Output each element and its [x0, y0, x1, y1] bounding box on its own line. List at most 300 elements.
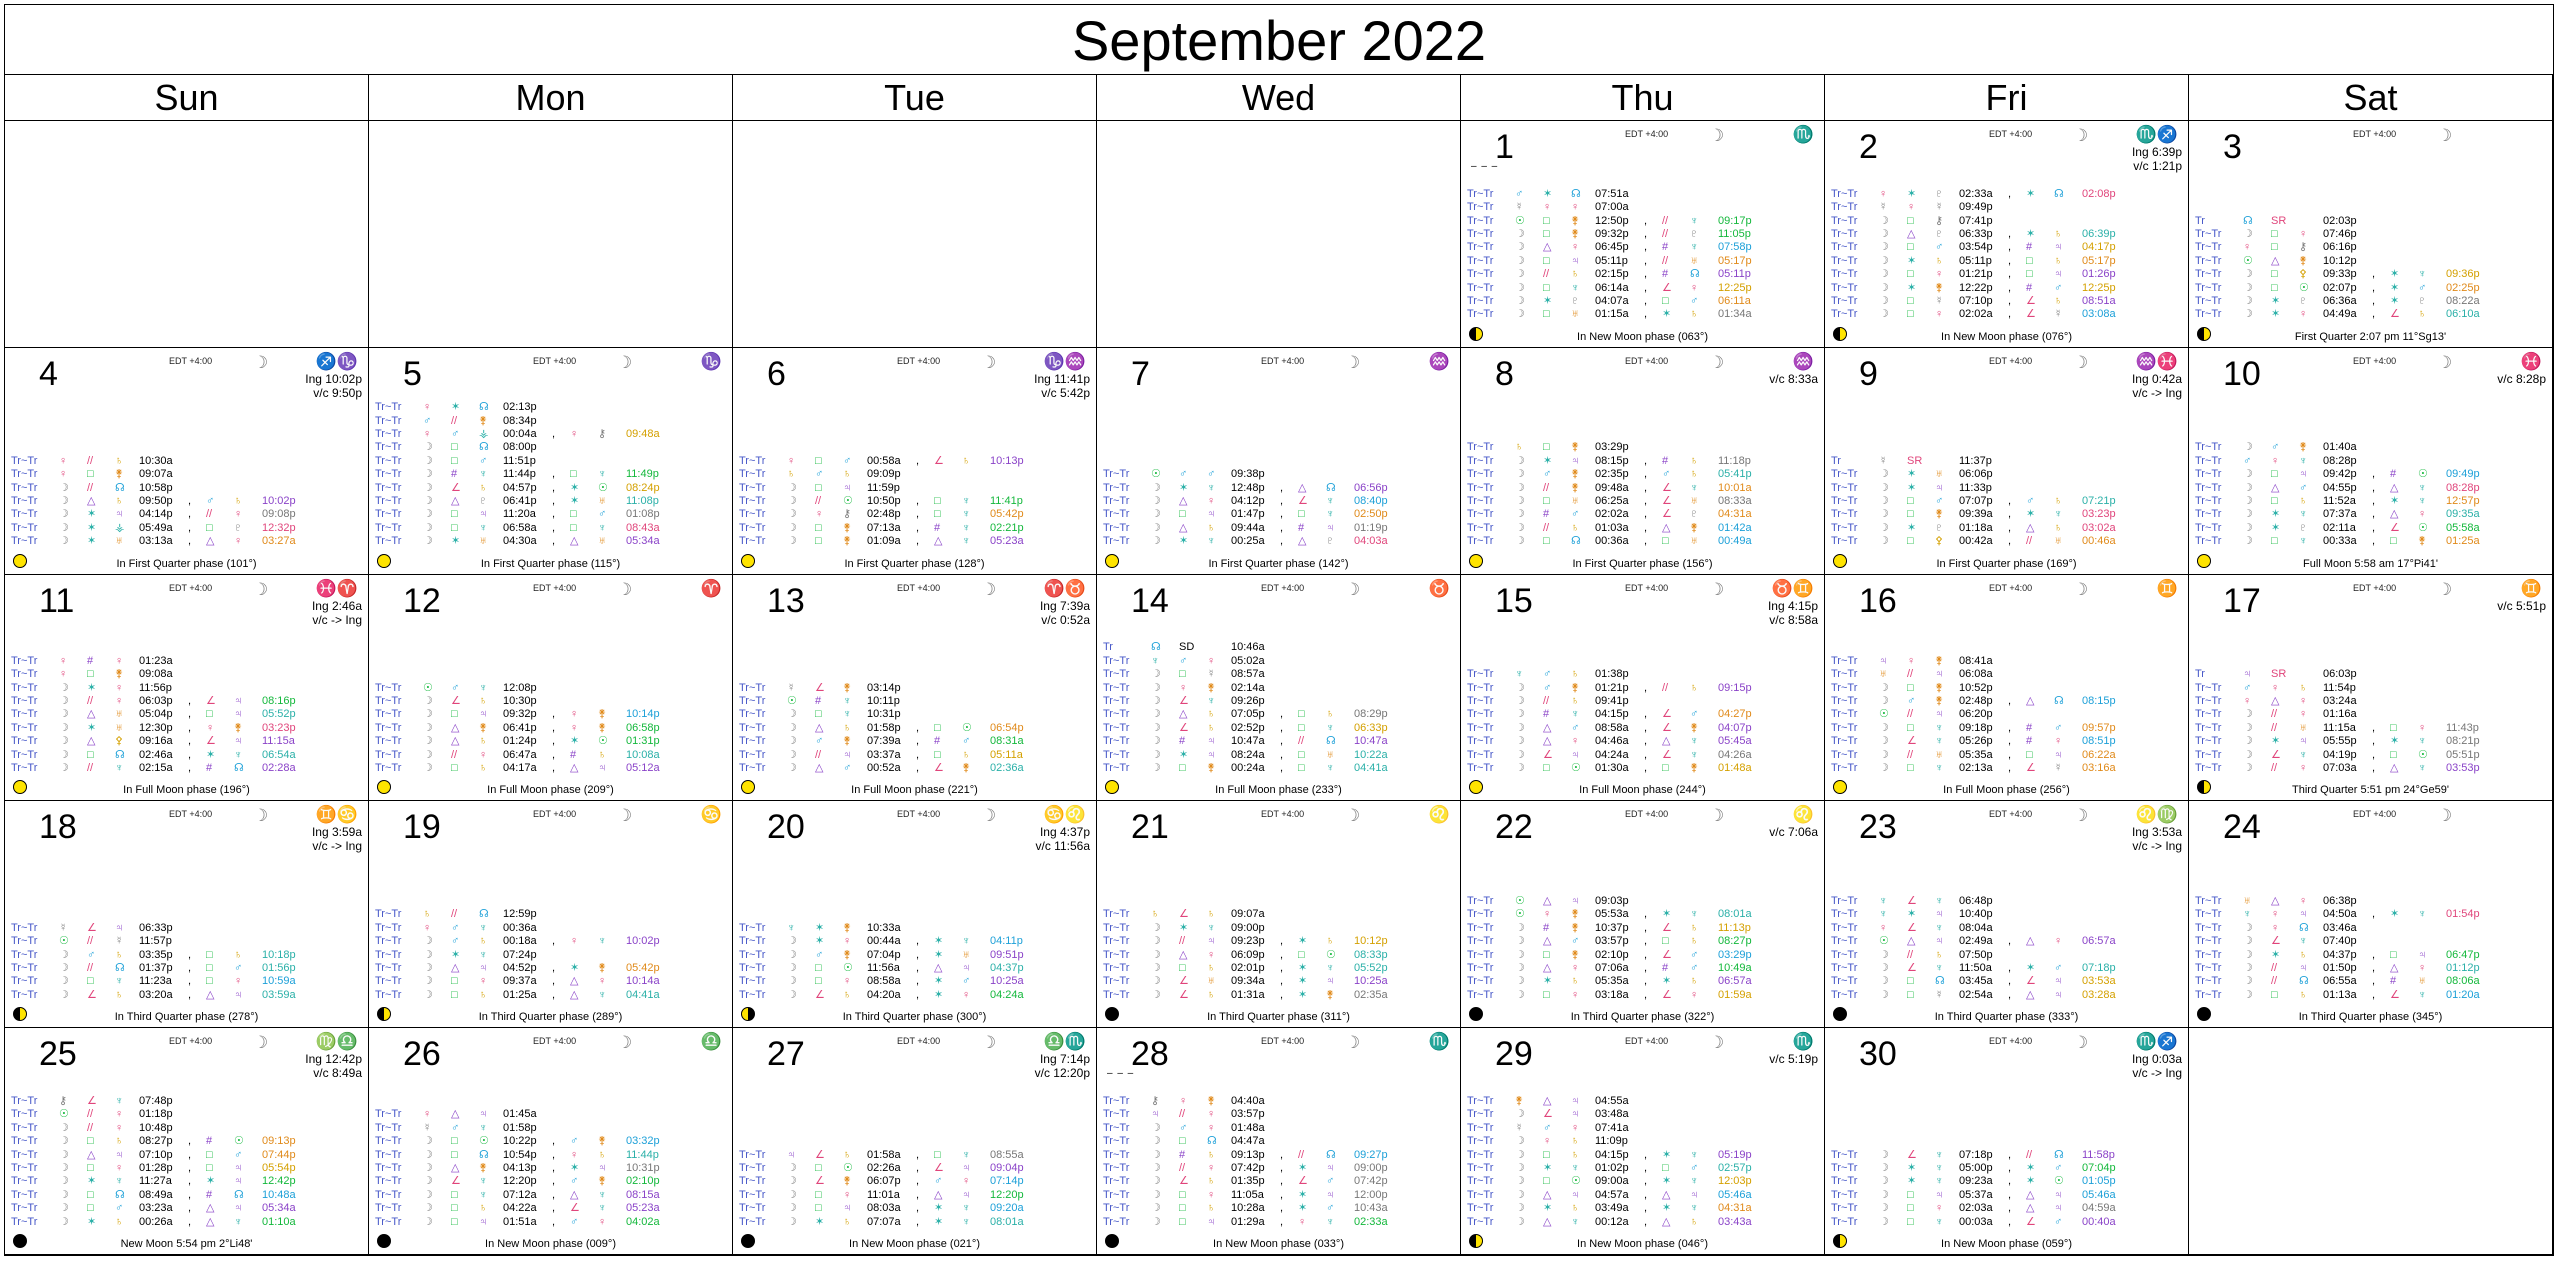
aspect-time: 03:29p	[1595, 441, 1629, 454]
planet-glyph: 05:11p	[1718, 268, 1751, 281]
aspect-time: 02:33a	[1959, 187, 1993, 200]
moon-icon: ☽	[2437, 126, 2453, 145]
aspect-row	[1103, 1175, 1456, 1188]
planet-glyph: □	[206, 521, 213, 534]
timezone-label: EDT +4:00	[533, 582, 577, 593]
planet-glyph: ✶	[2390, 294, 2400, 307]
planet-glyph: ☽	[787, 988, 797, 1001]
aspect-glyph: ∠	[1907, 735, 1917, 748]
aspect-glyph: #	[815, 694, 822, 707]
aspect-time: 04:12p	[1231, 494, 1265, 507]
aspect-time: 12:20p	[503, 1175, 537, 1188]
aspect-glyph: ♆	[598, 521, 607, 534]
day-number: 14	[1131, 581, 1169, 620]
separator: ,	[1644, 508, 1648, 521]
timezone-label: EDT +4:00	[169, 809, 213, 820]
planet-glyph: ☽	[423, 1175, 433, 1188]
zodiac-sign: ♎	[700, 1032, 722, 1052]
aspect-row	[375, 749, 728, 762]
zodiac-sign: ♏	[1792, 125, 1814, 144]
planet-glyph: ♂	[1571, 721, 1580, 734]
planet-glyph: ♃	[1571, 894, 1580, 907]
planet-glyph: 10:43a	[1354, 1202, 1388, 1215]
aspect-label: Tr~Tr	[1831, 748, 1858, 761]
separator: ,	[2008, 721, 2012, 734]
ingress-line: v/c 5:42p	[1041, 385, 1090, 400]
day-cell	[1825, 1028, 2189, 1255]
aspect-glyph: ♄	[598, 748, 607, 761]
day-cell	[733, 575, 1097, 802]
planet-glyph: ⚵	[1571, 214, 1580, 227]
aspect-label: Tr~Tr	[1467, 535, 1494, 548]
planet-glyph: ☽	[1879, 988, 1889, 1001]
aspect-glyph: □	[1907, 975, 1914, 988]
aspect-glyph: ♃	[234, 1161, 243, 1174]
planet-glyph: ♆	[2299, 454, 2308, 467]
moon-icon: ☽	[2073, 1033, 2089, 1053]
planet-glyph: ⚶	[115, 521, 125, 534]
ingress-line: Ing 11:41p	[1034, 371, 1090, 386]
aspect-glyph: ♂	[962, 975, 971, 988]
planet-glyph: ♅	[115, 721, 124, 734]
aspect-time: 01:18a	[1959, 521, 1993, 534]
planet-glyph: ♆	[115, 761, 124, 774]
aspect-row	[11, 949, 364, 962]
aspect-label: Tr~Tr	[1103, 654, 1130, 667]
aspect-glyph: △	[1179, 948, 1188, 961]
aspect-glyph: ♀	[1907, 201, 1916, 214]
ingress-info	[1036, 825, 1090, 853]
planet-glyph: △	[1662, 1215, 1671, 1228]
aspect-row	[1467, 735, 1820, 748]
aspect-time: 04:15p	[1595, 708, 1629, 721]
aspect-row	[375, 1175, 728, 1188]
planet-glyph: ☽	[1515, 1148, 1525, 1161]
aspect-time: 07:40p	[2323, 935, 2357, 948]
aspect-label: Tr~Tr	[739, 521, 766, 534]
zodiac-sign: ♋	[700, 805, 722, 825]
planet-glyph: ☽	[1151, 1188, 1161, 1201]
aspect-time: 07:03a	[2323, 761, 2357, 774]
planet-glyph: 03:02a	[2082, 521, 2116, 534]
aspect-time: 03:45a	[1959, 975, 1993, 988]
aspect-glyph: ♄	[2054, 494, 2063, 507]
aspect-glyph: □	[87, 1161, 94, 1174]
planet-glyph: ♆	[1571, 1215, 1580, 1228]
moon-phase-label: In First Quarter phase (156°)	[1572, 557, 1713, 570]
planet-glyph: ✶	[2390, 735, 2400, 748]
planet-glyph: ♆	[1935, 1148, 1944, 1161]
day-cell	[369, 1028, 733, 1255]
zodiac-sign: ♑♒	[1043, 351, 1086, 371]
aspect-glyph: □	[87, 668, 94, 681]
planet-glyph: ☊	[1207, 1135, 1217, 1148]
planet-glyph: ✶	[1298, 1202, 1308, 1215]
planet-glyph: 11:43p	[2446, 721, 2479, 734]
planet-glyph: ♄	[479, 761, 488, 774]
planet-glyph: ☽	[1879, 481, 1889, 494]
aspect-time: 04:49a	[2323, 308, 2357, 321]
aspect-label: Tr~Tr	[1831, 268, 1858, 281]
aspect-time: 03:49a	[1595, 1202, 1629, 1215]
aspect-time: 11:37p	[1959, 454, 1992, 467]
moon-icon: ☽	[1709, 806, 1725, 826]
aspect-time: 04:07a	[1595, 294, 1629, 307]
aspect-time: 04:15p	[1595, 1148, 1629, 1161]
aspect-time: 06:16p	[2323, 241, 2357, 254]
planet-glyph: ♄	[843, 988, 852, 1001]
planet-glyph: ♄	[115, 494, 124, 507]
aspect-glyph: ♅	[598, 494, 607, 507]
aspect-label: Tr~Tr	[11, 975, 38, 988]
planet-glyph: △	[1662, 1188, 1671, 1201]
aspect-time: 09:07a	[139, 468, 173, 481]
ingress-line: v/c -> Ing	[312, 839, 362, 854]
planet-glyph: ✶	[1298, 1188, 1308, 1201]
planet-glyph: ♃	[1207, 935, 1216, 948]
aspect-glyph: □	[1179, 668, 1186, 681]
aspect-time: 11:33p	[1959, 481, 1992, 494]
aspect-glyph: ♆	[1690, 1175, 1699, 1188]
planet-glyph: ∠	[570, 1202, 580, 1215]
aspect-label: Tr~Tr	[1103, 735, 1130, 748]
aspect-row	[11, 1175, 364, 1188]
aspect-glyph: //	[87, 454, 94, 467]
aspect-label: Tr~Tr	[375, 1175, 402, 1188]
planet-glyph: ☽	[787, 935, 797, 948]
planet-glyph: 10:49a	[1718, 961, 1752, 974]
zodiac-sign: ♒♓	[2135, 351, 2178, 371]
planet-glyph: 05:58a	[2446, 521, 2480, 534]
aspect-time: 04:57p	[503, 481, 537, 494]
aspect-label: Tr~Tr	[2195, 227, 2222, 240]
aspect-row	[2195, 228, 2548, 241]
aspect-row	[1467, 668, 1820, 681]
aspect-glyph: ♀	[234, 975, 243, 988]
planet-glyph: ♄	[1571, 268, 1580, 281]
aspect-row	[11, 495, 364, 508]
planet-glyph: ⚵	[1935, 654, 1944, 667]
aspect-row	[1467, 682, 1820, 695]
separator: ,	[1644, 308, 1648, 321]
planet-glyph: 05:12a	[626, 761, 660, 774]
planet-glyph: ☉	[1515, 894, 1525, 907]
aspect-glyph: □	[87, 1135, 94, 1148]
timezone-label: EDT +4:00	[1625, 1036, 1669, 1047]
aspect-label: Tr~Tr	[1467, 694, 1494, 707]
separator: ,	[2008, 268, 2012, 281]
planet-glyph: ☿	[423, 1121, 432, 1134]
planet-glyph: ♀	[479, 975, 488, 988]
moon-phase-label: In Third Quarter phase (333°)	[1934, 1011, 2079, 1024]
aspect-list	[2195, 895, 2548, 1002]
planet-glyph: ♂	[1571, 508, 1580, 521]
separator: ,	[2372, 908, 2376, 921]
planet-glyph: ♃	[1151, 1108, 1160, 1121]
planet-glyph: ♇	[479, 494, 488, 507]
aspect-label: Tr~Tr	[1467, 281, 1494, 294]
planet-glyph: ✶	[934, 948, 944, 961]
aspect-time: 08:04a	[1959, 921, 1993, 934]
empty-day-cell	[2189, 1028, 2553, 1255]
aspect-label: Tr~Tr	[1103, 668, 1130, 681]
aspect-glyph: ☊	[1326, 1148, 1336, 1161]
ingress-info	[2497, 372, 2546, 386]
planet-glyph: ♆	[1935, 921, 1944, 934]
planet-glyph: ⚵	[1571, 948, 1580, 961]
aspect-label: Tr~Tr	[739, 494, 766, 507]
aspect-time: 09:50p	[139, 494, 173, 507]
aspect-label: Tr~Tr	[2195, 294, 2222, 307]
planet-glyph: ♄	[2299, 494, 2308, 507]
aspect-glyph: ♂	[1690, 948, 1699, 961]
planet-glyph: ♆	[479, 1188, 488, 1201]
timezone-label: EDT +4:00	[1989, 582, 2033, 593]
ingress-line: Ing 3:59a	[311, 825, 362, 840]
aspect-glyph: □	[451, 1202, 458, 1215]
separator: ,	[2008, 694, 2012, 707]
aspect-label: Tr~Tr	[1103, 1215, 1130, 1228]
aspect-label: Tr~Tr	[1831, 988, 1858, 1001]
aspect-glyph: ♀	[1690, 988, 1699, 1001]
planet-glyph: ☽	[423, 1161, 433, 1174]
planet-glyph: ☽	[1151, 481, 1161, 494]
aspect-row	[1831, 975, 2184, 988]
planet-glyph: ♄	[1571, 668, 1580, 681]
aspect-time: 06:14a	[1595, 281, 1629, 294]
aspect-glyph: ∠	[815, 1175, 825, 1188]
aspect-time: 07:13a	[867, 521, 901, 534]
separator: ,	[2008, 521, 2012, 534]
planet-glyph: ♆	[1207, 481, 1216, 494]
separator: ,	[2372, 535, 2376, 548]
planet-glyph: ♆	[479, 921, 488, 934]
aspect-time: 08:34p	[503, 414, 537, 427]
aspect-row	[1467, 308, 1820, 321]
aspect-row	[1467, 508, 1820, 521]
aspect-time: 05:02a	[1231, 654, 1265, 667]
planet-glyph: ♅	[2243, 894, 2252, 907]
planet-glyph: 06:47p	[2446, 948, 2480, 961]
aspect-label: Tr~Tr	[11, 1108, 38, 1121]
planet-glyph: ♃	[2299, 468, 2308, 481]
separator: ,	[1644, 948, 1648, 961]
aspect-time: 01:21p	[1595, 681, 1629, 694]
separator: ,	[916, 1148, 920, 1161]
planet-glyph: ♃	[479, 961, 488, 974]
planet-glyph: ☽	[1515, 988, 1525, 1001]
aspect-glyph: □	[451, 1215, 458, 1228]
planet-glyph: ☽	[1151, 1121, 1161, 1134]
separator: ,	[188, 988, 192, 1001]
aspect-glyph: □	[1543, 254, 1550, 267]
planet-glyph: 05:54p	[262, 1161, 296, 1174]
aspect-row	[1831, 655, 2184, 668]
aspect-glyph: △	[1179, 521, 1188, 534]
aspect-label: Tr~Tr	[739, 1202, 766, 1215]
planet-glyph: ♆	[2299, 535, 2308, 548]
planet-glyph: ☽	[1879, 535, 1889, 548]
timezone-label: EDT +4:00	[533, 809, 577, 820]
aspect-glyph: □	[87, 1202, 94, 1215]
planet-glyph: 04:24a	[990, 988, 1024, 1001]
planet-glyph: 11:44p	[626, 1148, 659, 1161]
aspect-glyph: □	[451, 441, 458, 454]
aspect-label: Tr~Tr	[2195, 748, 2222, 761]
separator: ,	[916, 535, 920, 548]
separator: ,	[2008, 1148, 2012, 1161]
aspect-glyph: ☉	[2418, 748, 2428, 761]
aspect-time: 02:13p	[503, 401, 537, 414]
aspect-glyph: ☉	[598, 481, 608, 494]
moon-phase-label: In Third Quarter phase (311°)	[1207, 1011, 1350, 1024]
aspect-glyph: ✶	[87, 681, 97, 694]
aspect-time: 12:59p	[503, 908, 537, 921]
aspect-label: Tr~Tr	[375, 948, 402, 961]
aspect-label: Tr~Tr	[1831, 481, 1858, 494]
separator: ,	[1644, 1202, 1648, 1215]
aspect-time: 07:46p	[2323, 227, 2357, 240]
planet-glyph: ∠	[1662, 921, 1672, 934]
separator: ,	[2008, 735, 2012, 748]
separator: ,	[2008, 1202, 2012, 1215]
aspect-glyph: □	[2271, 468, 2278, 481]
aspect-time: 11:56a	[867, 961, 900, 974]
aspect-glyph: △	[1543, 735, 1552, 748]
planet-glyph: ♄	[1207, 721, 1216, 734]
aspect-row	[1103, 762, 1456, 775]
aspect-time: 02:15a	[139, 761, 173, 774]
aspect-row	[739, 1162, 1092, 1175]
planet-glyph: ♆	[1207, 921, 1216, 934]
aspect-label: Tr~Tr	[1103, 508, 1130, 521]
aspect-time: 12:22p	[1959, 281, 1993, 294]
aspect-glyph: ✶	[87, 1215, 97, 1228]
aspect-glyph: ✶	[1543, 294, 1553, 307]
separator: ,	[2372, 961, 2376, 974]
aspect-time: 09:32p	[1595, 227, 1629, 240]
aspect-row	[1831, 682, 2184, 695]
planet-glyph: ☽	[423, 708, 433, 721]
aspect-label: Tr~Tr	[1467, 668, 1494, 681]
planet-glyph: ♄	[1935, 948, 1944, 961]
moon-phase-label: In New Moon phase (033°)	[1213, 1237, 1344, 1250]
aspect-time: 09:34a	[1231, 975, 1265, 988]
aspect-label: Tr~Tr	[1831, 654, 1858, 667]
planet-glyph: ♀	[1571, 1121, 1580, 1134]
planet-glyph: 02:35a	[1354, 988, 1388, 1001]
planet-glyph: 10:08a	[626, 748, 660, 761]
aspect-label: Tr~Tr	[1467, 521, 1494, 534]
planet-glyph: ☊	[2243, 214, 2253, 227]
planet-glyph: ✶	[570, 494, 580, 507]
aspect-label: Tr~Tr	[1467, 761, 1494, 774]
planet-glyph: ♄	[1151, 908, 1160, 921]
planet-glyph: ☽	[59, 721, 69, 734]
aspect-time: 00:12a	[1595, 1215, 1629, 1228]
aspect-glyph: ♆	[1690, 214, 1699, 227]
aspect-glyph: ☊	[1326, 481, 1336, 494]
aspect-row	[1467, 255, 1820, 268]
aspect-glyph: //	[1543, 481, 1550, 494]
aspect-time: 04:22a	[503, 1202, 537, 1215]
aspect-glyph: ♃	[598, 1161, 607, 1174]
planet-glyph: ☽	[1879, 1161, 1889, 1174]
planet-glyph: ♅	[1935, 468, 1944, 481]
aspect-row	[1831, 1189, 2184, 1202]
day-number: 23	[1859, 808, 1897, 847]
aspect-glyph: □	[1179, 1202, 1186, 1215]
aspect-label: Tr~Tr	[1831, 708, 1858, 721]
planet-glyph: ♀	[1207, 1121, 1216, 1134]
aspect-glyph: ♃	[2054, 268, 2063, 281]
aspect-glyph: □	[1907, 1188, 1914, 1201]
planet-glyph: 03:43a	[1718, 1215, 1752, 1228]
aspect-label: Tr~Tr	[1831, 281, 1858, 294]
aspect-time: 00:44a	[867, 935, 901, 948]
planet-glyph: 10:31p	[626, 1161, 660, 1174]
planet-glyph: ☽	[423, 1148, 433, 1161]
aspect-row	[1831, 935, 2184, 948]
planet-glyph: ☽	[1151, 521, 1161, 534]
aspect-row	[375, 415, 728, 428]
separator: ,	[1644, 254, 1648, 267]
planet-glyph: 02:08p	[2082, 187, 2116, 200]
aspect-label: Tr~Tr	[2195, 935, 2222, 948]
aspect-row	[1103, 522, 1456, 535]
moon-phase-label: In Third Quarter phase (322°)	[1570, 1011, 1715, 1024]
planet-glyph: ♃	[843, 481, 852, 494]
moon-icon: ☽	[1709, 126, 1725, 145]
aspect-glyph: △	[451, 735, 460, 748]
planet-glyph: ☽	[423, 748, 433, 761]
planet-glyph: ☽	[787, 961, 797, 974]
aspect-row	[1831, 1149, 2184, 1162]
separator: ,	[2008, 241, 2012, 254]
separator: ,	[916, 721, 920, 734]
planet-glyph: //	[1662, 254, 1669, 267]
planet-glyph: ⚵	[1571, 481, 1580, 494]
planet-glyph: △	[934, 535, 943, 548]
aspect-row	[739, 482, 1092, 495]
planet-glyph: ♀	[1207, 494, 1216, 507]
aspect-label: Tr~Tr	[1103, 975, 1130, 988]
aspect-label: Tr~Tr	[11, 454, 38, 467]
day-number: 4	[39, 354, 58, 393]
aspect-time: 07:41p	[1959, 214, 1993, 227]
ingress-line: v/c -> Ing	[312, 612, 362, 627]
planet-glyph: ♂	[1515, 187, 1524, 200]
planet-glyph: ♀	[843, 935, 852, 948]
aspect-label: Tr~Tr	[1467, 1215, 1494, 1228]
aspect-list	[1831, 1149, 2184, 1229]
aspect-label: Tr~Tr	[1467, 468, 1494, 481]
day-number: 16	[1859, 581, 1897, 620]
planet-glyph: ♆	[1571, 281, 1580, 294]
aspect-label: Tr~Tr	[375, 414, 402, 427]
separator: ,	[2372, 748, 2376, 761]
aspect-list	[1831, 895, 2184, 1002]
ingress-line: v/c 8:33a	[1769, 371, 1818, 386]
planet-glyph: ♄	[115, 1135, 124, 1148]
planet-glyph: 06:57a	[2082, 935, 2116, 948]
planet-glyph: ☊	[479, 441, 489, 454]
planet-glyph: ☉	[1879, 935, 1889, 948]
planet-glyph: ☽	[787, 1188, 797, 1201]
separator: ,	[552, 1161, 556, 1174]
planet-glyph: □	[2390, 535, 2397, 548]
aspect-label: Tr~Tr	[2195, 735, 2222, 748]
